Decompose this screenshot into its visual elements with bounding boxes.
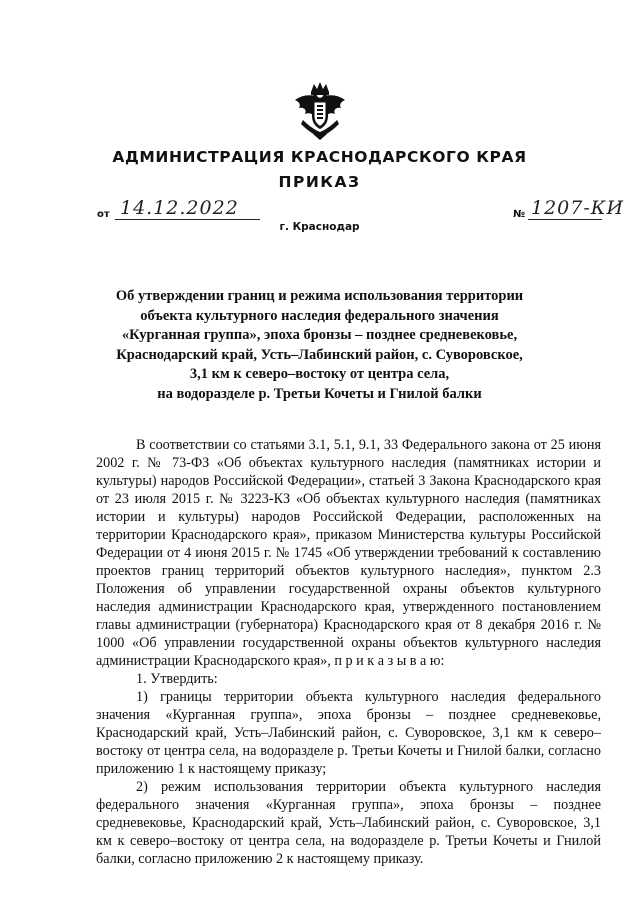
document-body [96,436,601,868]
number-label: № [513,209,526,220]
city: г. Краснодар [279,221,360,233]
coat-of-arms-icon [289,80,351,142]
document-type: ПРИКАЗ [278,173,361,191]
preamble-paragraph: В соответствии со статьями 3.1, 5.1, 9.1, 33 Федерального закона от 25 июня 2002 г. № 73-ФЗ «Об объектах культурного наследия (памятниках истории и культуры) народов Российской Федерации», статьей 3 Закона Краснодарского края от 23 июля 2015 г. № 3223-КЗ «Об объектах культурного наследия (памятниках истории и культуры) народов Российской Федерации, расположенных на территории Краснодарского края», приказом Министерства культуры Российской Федерации от 4 июня 2015 г. № 1745 «Об утверждении требований к составлению проектов границ территорий объектов культурного наследия», пунктом 2.3 Положения об управлении государственной охраны объектов культурного наследия администрации Краснодарского края, утвержденного постановлением главы администрации (губернатора) Краснодарского края от 8 декабря 2016 г. № 1000 «Об управлении государственной охраны объектов культурного наследия администрации Краснодарского края», п р и к а з ы в а ю: [96,437,601,669]
order-subclause-1: 1) границы территории объекта культурного наследия федерального значения «Курганная группа», эпоха бронзы – позднее средневековье, Краснодарский край, Усть–Лабинский район, с. Суворовское, 3,1 км к северо–востоку от центра села, на водоразделе р. Третьи Кочеты и Гнилой балки, согласно приложению 1 к настоящему приказу; [96,689,601,777]
date-underline [115,219,260,220]
title-line: «Курганная группа», эпоха бронзы – позднее средневековье, [121,327,518,344]
number-value: 1207-КИ [531,197,625,219]
title-line: объекта культурного наследия федерального значения [140,307,499,324]
document-title [100,287,539,405]
title-line: Краснодарский край, Усть–Лабинский район, с. Суворовское, [116,346,523,363]
title-line: на водоразделе р. Третьи Кочеты и Гнилой балки [157,385,482,402]
order-clause-1: 1. Утвердить: [136,671,218,687]
organization-title: АДМИНИСТРАЦИЯ КРАСНОДАРСКОГО КРАЯ [112,148,527,166]
number-underline [528,219,602,220]
title-line: Об утверждении границ и режима использования территории [115,288,524,304]
date-value: 14.12.2022 [120,197,239,219]
date-label: от [97,209,110,220]
order-subclause-2: 2) режим использования территории объекта культурного наследия федерального значения «Курганная группа», эпоха бронзы – позднее средневековье, Краснодарский край, Усть–Лабинский район, с. Суворовское, 3,1 км к северо–востоку от центра села, на водоразделе р. Третьи Кочеты и Гнилой балки, согласно приложению 2 к настоящему приказу. [96,779,601,867]
title-line: 3,1 км к северо–востоку от центра села, [189,366,450,383]
